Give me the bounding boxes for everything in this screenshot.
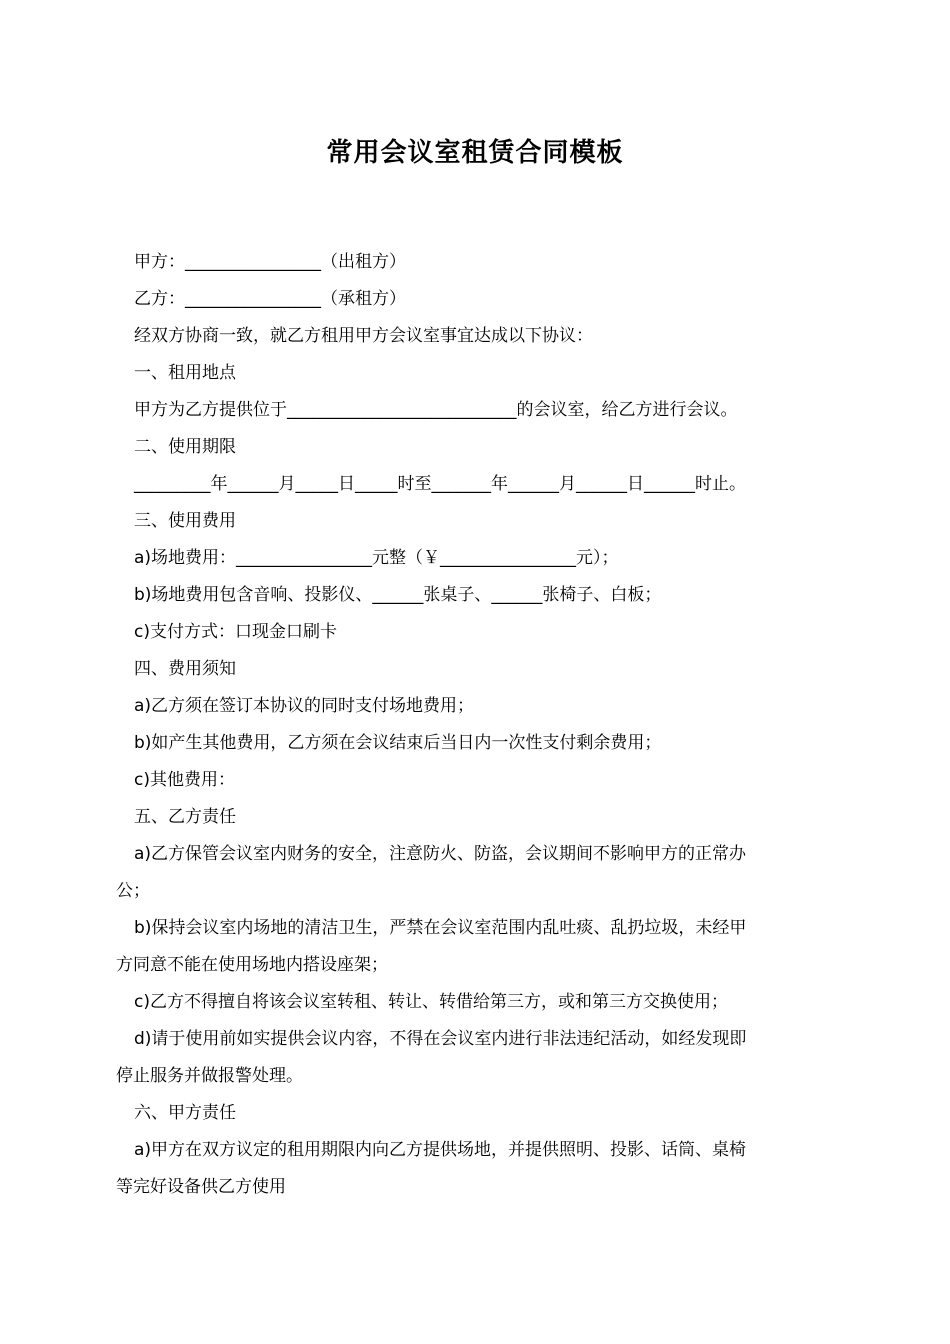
section-heading-period: 二、使用期限 <box>134 437 236 457</box>
fee-note-b: b)如产生其他费用，乙方须在会议结束后当日内一次性支付剩余费用； <box>134 733 662 753</box>
party-a-duty-a-line2: 等完好设备供乙方使用 <box>116 1177 286 1197</box>
agreement-intro: 经双方协商一致，就乙方租用甲方会议室事宜达成以下协议： <box>134 326 593 346</box>
fee-note-c: c)其他费用： <box>134 770 235 790</box>
fee-note-a: a)乙方须在签订本协议的同时支付场地费用； <box>134 696 475 716</box>
fee-clause-c: c)支付方式：口现金口刷卡 <box>134 622 337 642</box>
party-b-duty-d-line2: 停止服务并做报警处理。 <box>116 1066 303 1086</box>
location-clause: 甲方为乙方提供位于___________________________的会议室，给乙方进行会议。 <box>134 400 738 420</box>
section-heading-fee-notes: 四、费用须知 <box>134 659 236 679</box>
contract-body <box>116 244 836 1206</box>
section-heading-fees: 三、使用费用 <box>134 511 236 531</box>
party-a-duty-a-line1: a)甲方在双方议定的租用期限内向乙方提供场地，并提供照明、投影、话筒、桌椅 <box>134 1140 747 1160</box>
fee-clause-a: a)场地费用：________________元整（￥________________元）； <box>134 548 619 568</box>
party-b-duty-b-line1: b)保持会议室内场地的清洁卫生，严禁在会议室范围内乱吐痰、乱扔垃圾，未经甲 <box>134 918 747 938</box>
party-b-duty-b-line2: 方同意不能在使用场地内搭设座架； <box>116 955 388 975</box>
party-b-duty-d-line1: d)请于使用前如实提供会议内容，不得在会议室内进行非法违纪活动，如经发现即 <box>134 1029 747 1049</box>
party-b-line: 乙方：________________（承租方） <box>134 289 406 309</box>
fee-clause-b: b)场地费用包含音响、投影仪、______张桌子、______张椅子、白板； <box>134 585 662 605</box>
section-heading-party-b: 五、乙方责任 <box>134 807 236 827</box>
party-b-duty-a-line2: 公； <box>116 881 150 901</box>
section-heading-location: 一、租用地点 <box>134 363 236 383</box>
party-b-duty-a-line1: a)乙方保管会议室内财务的安全，注意防火、防盗，会议期间不影响甲方的正常办 <box>134 844 747 864</box>
party-b-duty-c: c)乙方不得擅自将该会议室转租、转让、转借给第三方，或和第三方交换使用； <box>134 992 728 1012</box>
period-clause: _________年______月_____日_____时至_______年______月______日______时止。 <box>134 474 746 494</box>
party-a-line: 甲方：________________（出租方） <box>134 252 406 272</box>
document-title: 常用会议室租赁合同模板 <box>326 138 624 168</box>
section-heading-party-a: 六、甲方责任 <box>134 1103 236 1123</box>
